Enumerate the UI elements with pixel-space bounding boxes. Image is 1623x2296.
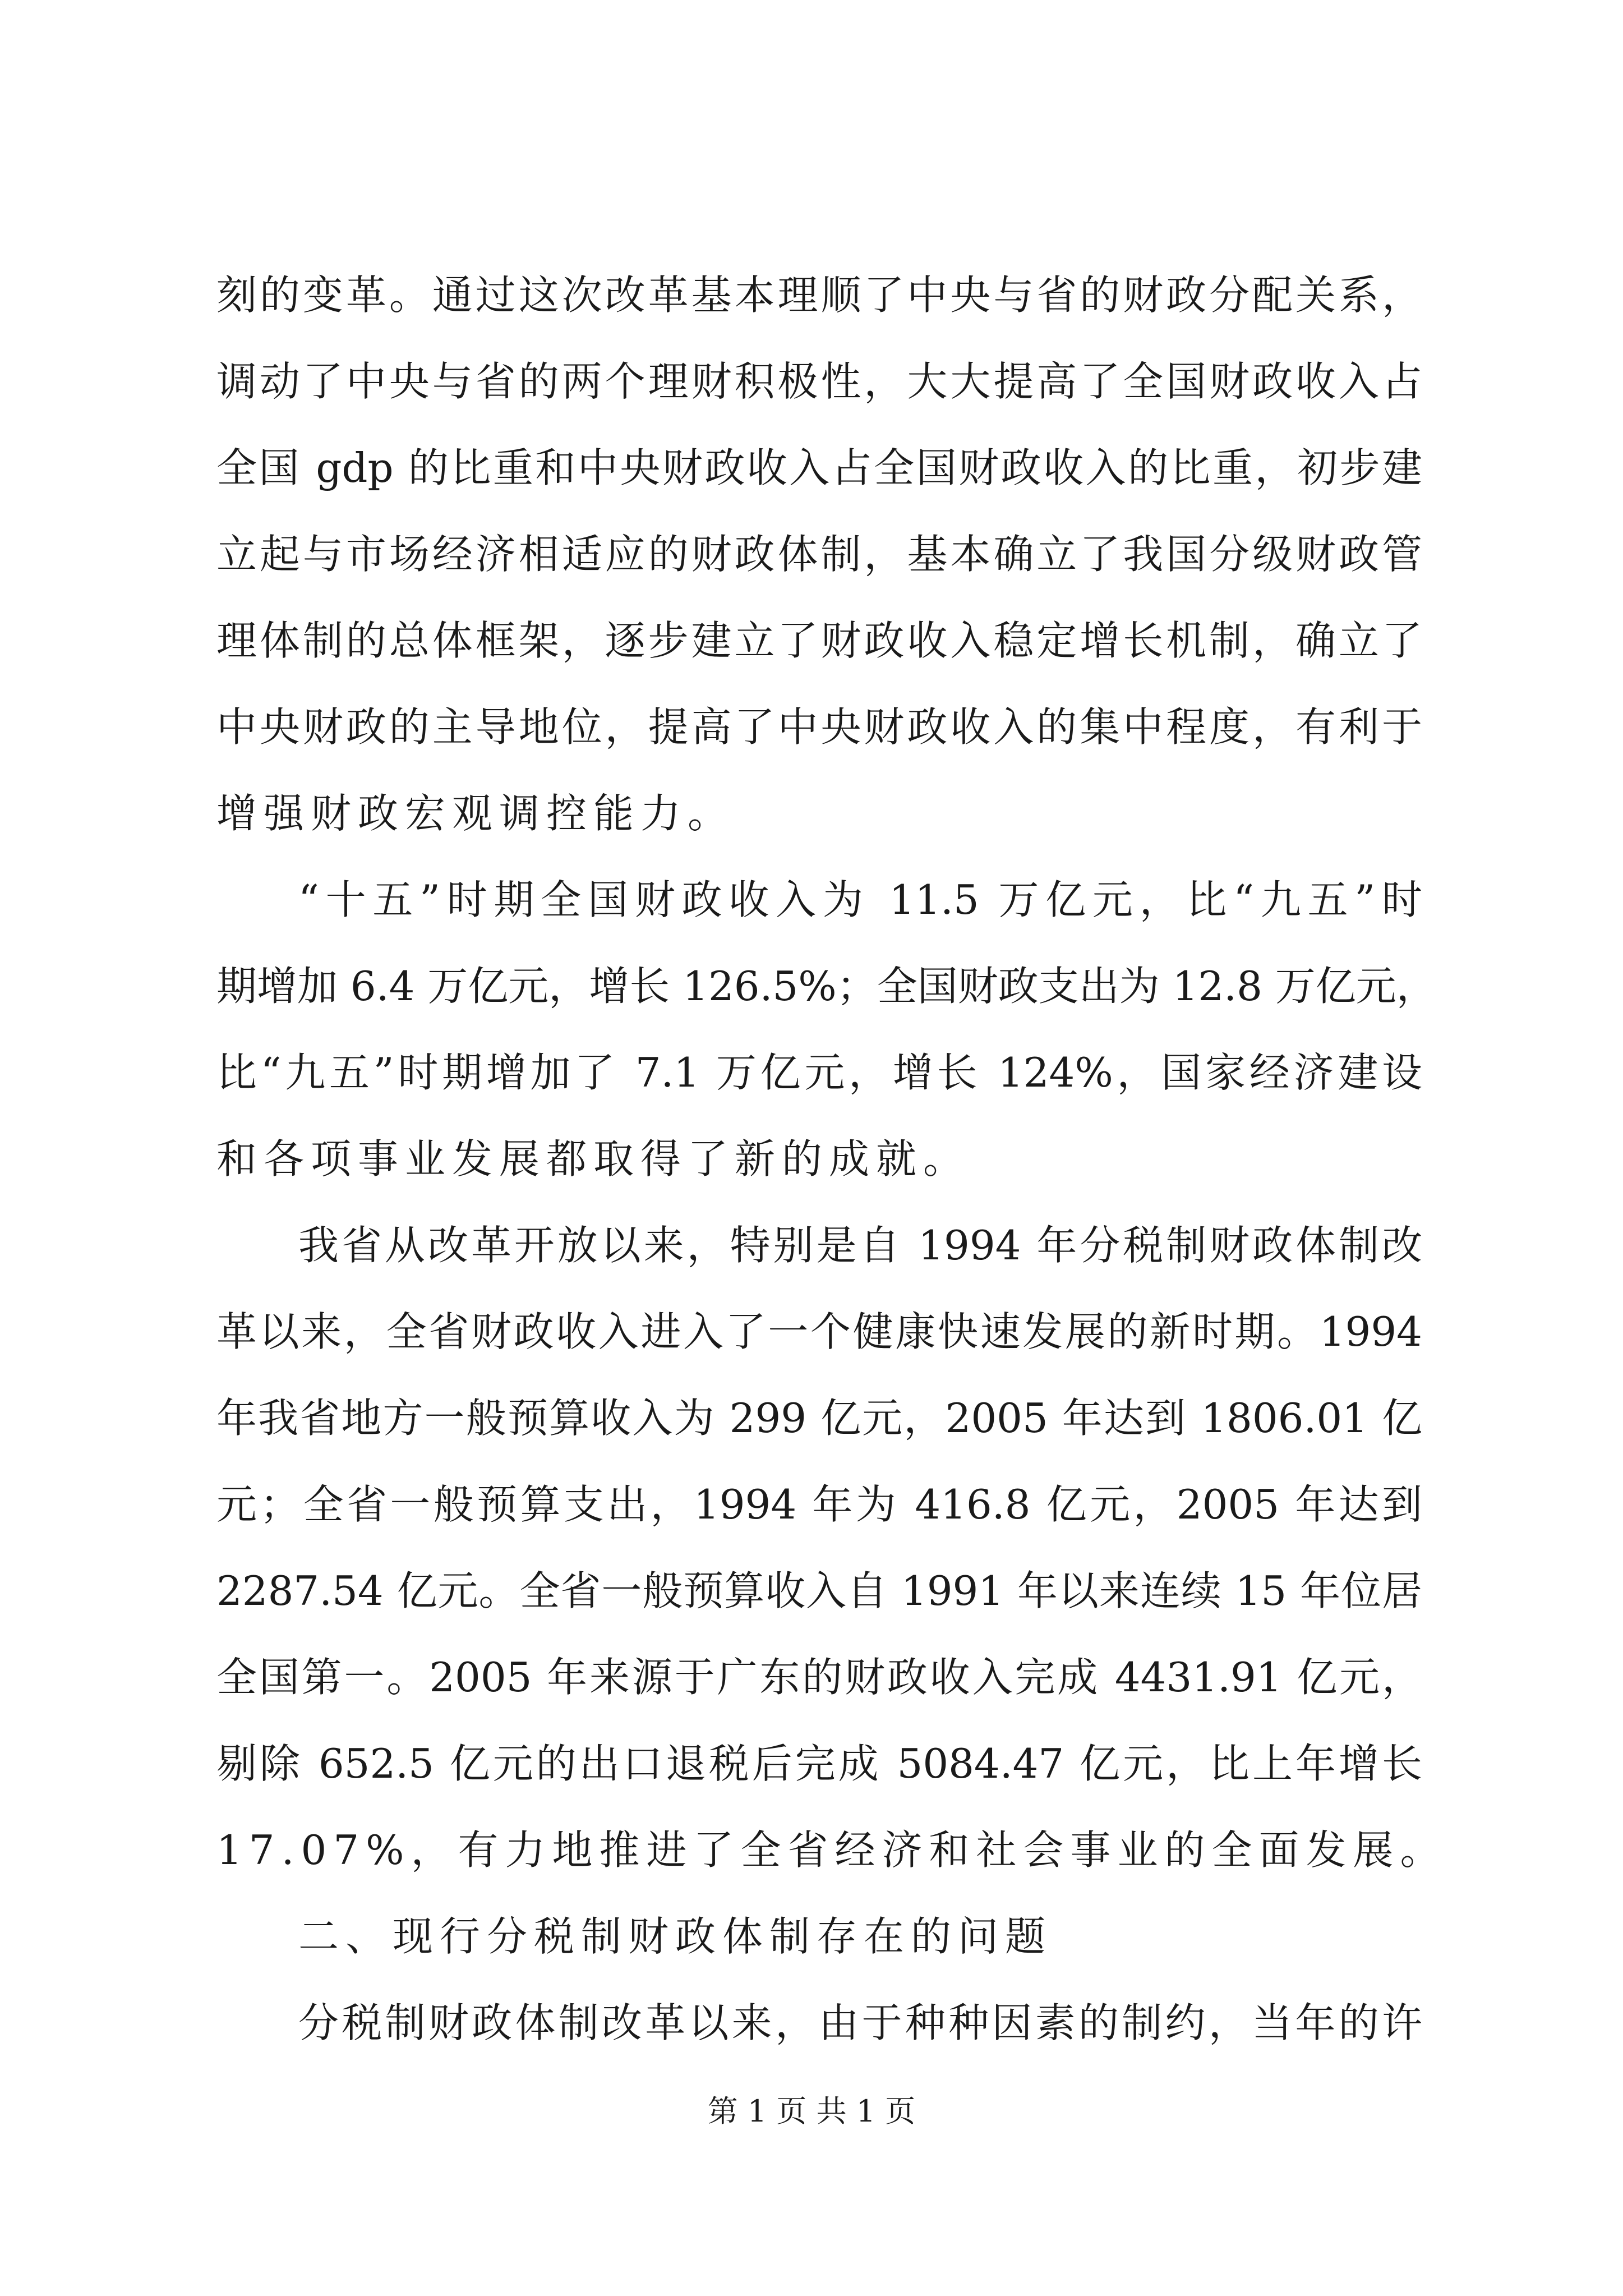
- paragraph-3-line-1: 我省从改革开放以来，特别是自 1994 年分税制财政体制改: [298, 1222, 1422, 1269]
- paragraph-3-line-5: 2287.54 亿元。全省一般预算收入自 1991 年以来连续 15 年位居: [216, 1567, 1422, 1614]
- paragraph-2-line-3: 比“九五”时期增加了 7.1 万亿元，增长 124%，国家经济建设: [216, 1049, 1422, 1096]
- section-heading: 二、现行分税制财政体制存在的问题: [298, 1913, 1053, 1960]
- paragraph-1-line-1: 刻的变革。通过这次改革基本理顺了中央与省的财政分配关系，: [216, 272, 1422, 319]
- paragraph-1-line-4: 立起与市场经济相适应的财政体制，基本确立了我国分级财政管: [216, 531, 1422, 578]
- page-footer: 第 1 页 共 1 页: [707, 2093, 916, 2129]
- paragraph-3-line-3: 年我省地方一般预算收入为 299 亿元，2005 年达到 1806.01 亿: [216, 1395, 1422, 1442]
- paragraph-1-line-5: 理体制的总体框架，逐步建立了财政收入稳定增长机制，确立了: [216, 617, 1422, 664]
- paragraph-2-line-2: 期增加 6.4 万亿元，增长 126.5%；全国财政支出为 12.8 万亿元，: [216, 963, 1437, 1010]
- paragraph-1-line-2: 调动了中央与省的两个理财积极性，大大提高了全国财政收入占: [216, 358, 1422, 405]
- paragraph-3-line-6: 全国第一。2005 年来源于广东的财政收入完成 4431.91 亿元，: [216, 1654, 1422, 1701]
- paragraph-3-line-7: 剔除 652.5 亿元的出口退税后完成 5084.47 亿元，比上年增长: [216, 1740, 1422, 1787]
- paragraph-5-line-1: 分税制财政体制改革以来，由于种种因素的制约，当年的许: [298, 1999, 1422, 2046]
- paragraph-3-line-8: 17.07%，有力地推进了全省经济和社会事业的全面发展。: [216, 1826, 1447, 1874]
- paragraph-3-line-4: 元；全省一般预算支出，1994 年为 416.8 亿元，2005 年达到: [216, 1481, 1422, 1528]
- paragraph-1-line-7: 增强财政宏观调控能力。: [216, 790, 735, 837]
- paragraph-1-line-6: 中央财政的主导地位，提高了中央财政收入的集中程度，有利于: [216, 703, 1422, 751]
- paragraph-1-line-3: 全国 gdp 的比重和中央财政收入占全国财政收入的比重，初步建: [216, 444, 1422, 491]
- paragraph-2-line-4: 和各项事业发展都取得了新的成就。: [216, 1135, 971, 1182]
- paragraph-3-line-2: 革以来，全省财政收入进入了一个健康快速发展的新时期。1994: [216, 1308, 1422, 1355]
- paragraph-2-line-1: “十五”时期全国财政收入为 11.5 万亿元，比“九五”时: [298, 876, 1422, 923]
